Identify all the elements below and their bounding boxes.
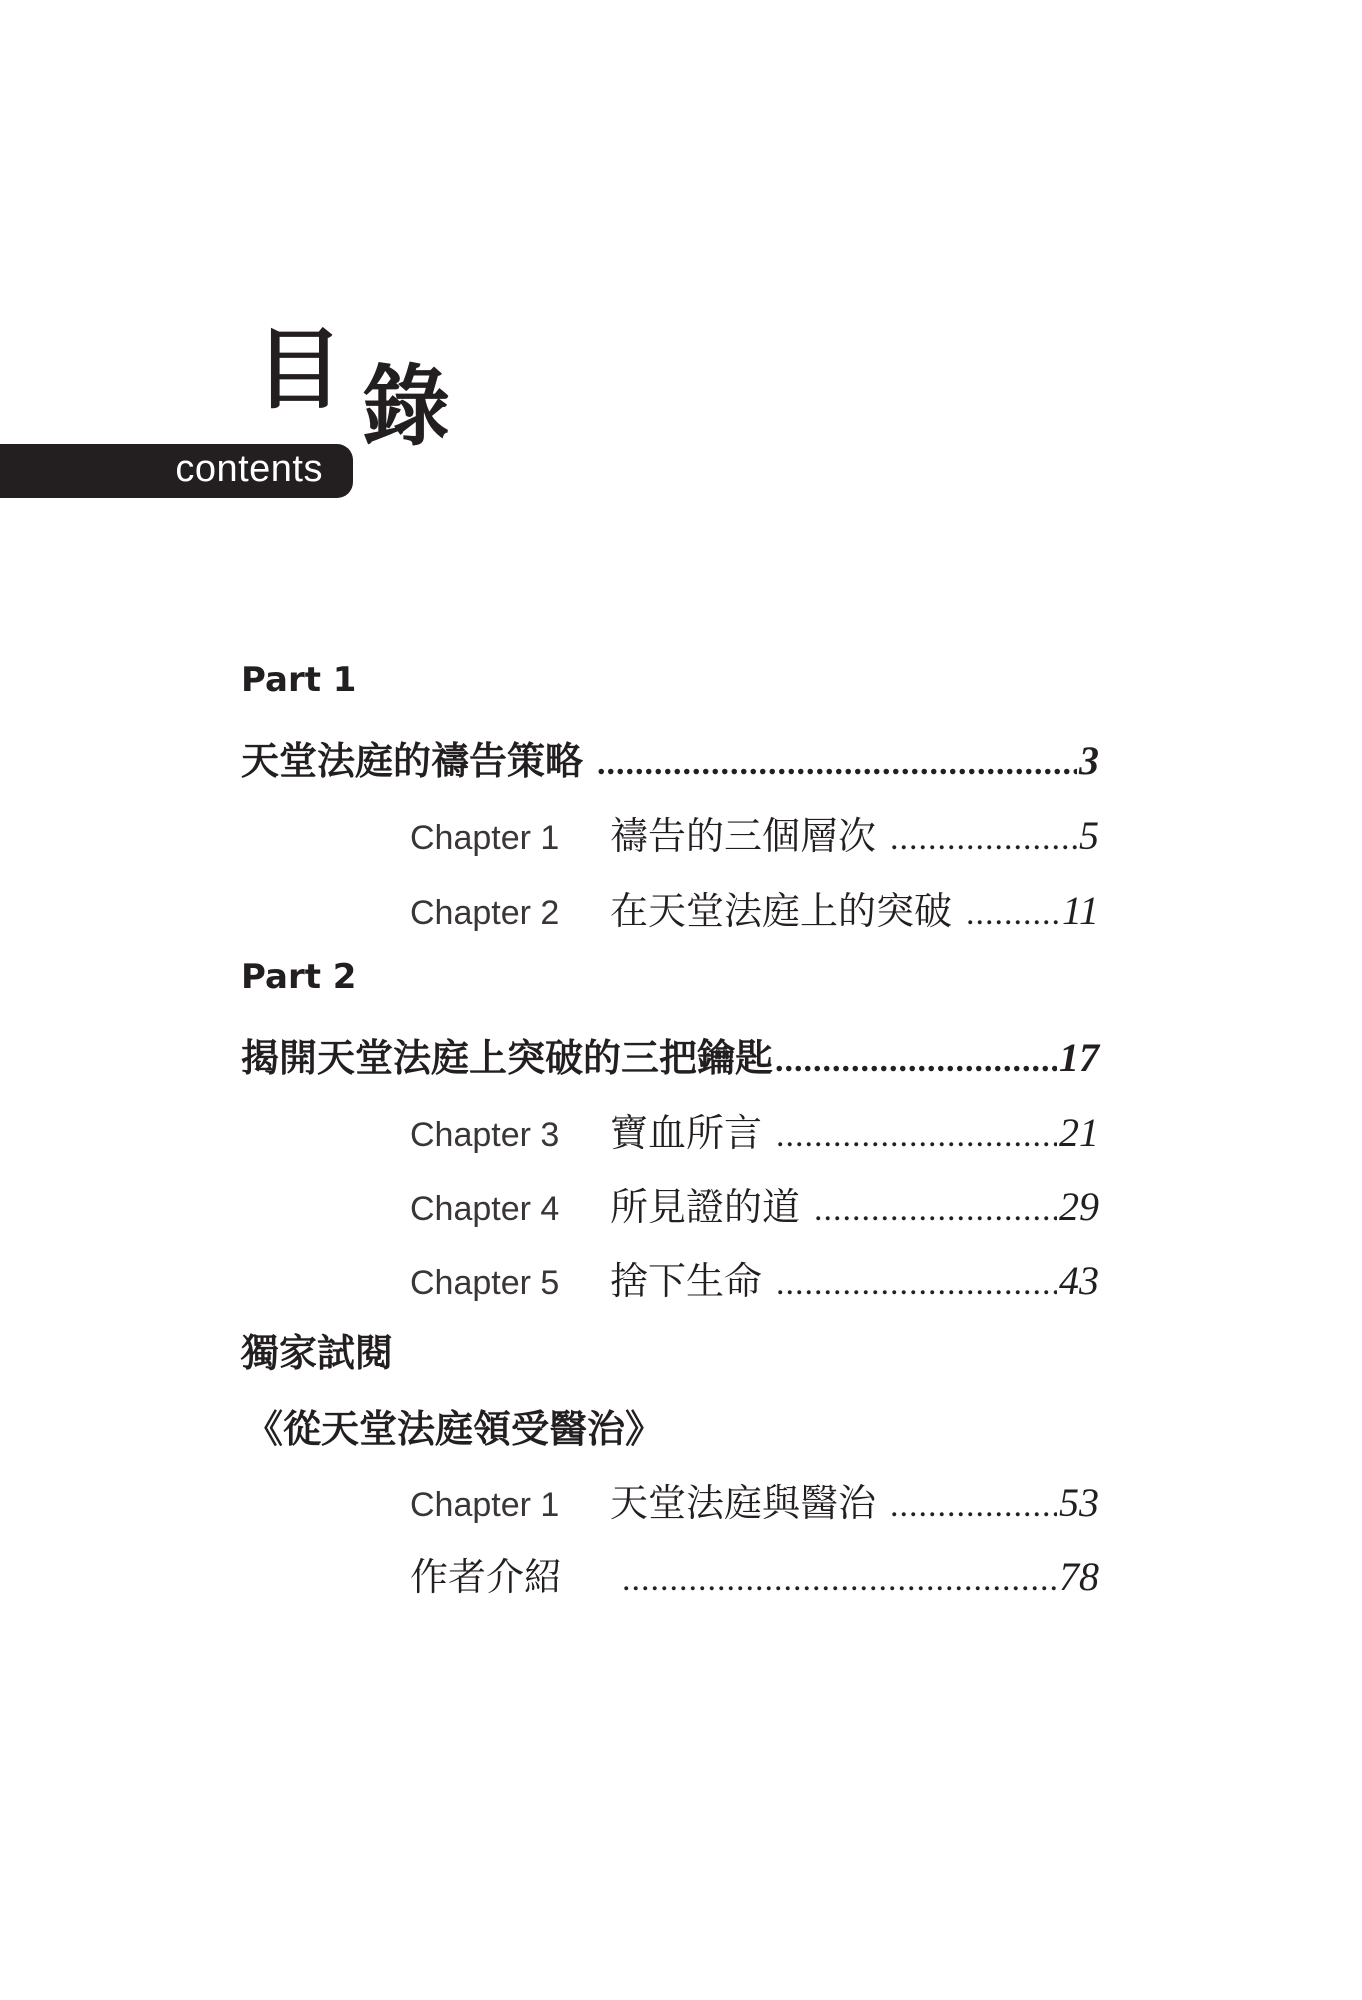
page-number: 5 bbox=[1079, 813, 1099, 858]
toc-entry-chapter-4[interactable] bbox=[410, 1176, 1099, 1231]
toc-entry-chapter-5[interactable] bbox=[410, 1250, 1099, 1305]
author-title: 作者介紹 bbox=[410, 1557, 563, 1599]
page-number: 11 bbox=[1061, 888, 1099, 933]
chapter-label: Chapter 4 bbox=[410, 1190, 560, 1228]
toc-entry-chapter-2[interactable] bbox=[410, 880, 1099, 935]
toc-entry-chapter-1[interactable] bbox=[410, 805, 1099, 860]
chapter-title: 捨下生命 bbox=[610, 1261, 763, 1303]
page-number: 43 bbox=[1059, 1258, 1099, 1303]
chapter-title: 所見證的道 bbox=[610, 1187, 801, 1229]
chapter-title: 寶血所言 bbox=[610, 1113, 763, 1155]
chapter-title: 天堂法庭與醫治 bbox=[610, 1483, 877, 1525]
chapter-label: Chapter 1 bbox=[410, 819, 560, 857]
part-2-label: Part 2 bbox=[241, 957, 357, 997]
dot-leader bbox=[776, 1265, 1057, 1303]
toc-entry-chapter-3[interactable] bbox=[410, 1102, 1099, 1157]
toc-entry-preview-chapter-1[interactable] bbox=[410, 1472, 1099, 1527]
toc-heading-text: 天堂法庭的禱告策略 bbox=[241, 739, 584, 783]
page-number: 78 bbox=[1059, 1554, 1099, 1599]
preview-book-title: 《從天堂法庭領受醫治》 bbox=[245, 1407, 664, 1451]
page-number: 3 bbox=[1079, 738, 1099, 783]
chapter-label: Chapter 2 bbox=[410, 894, 560, 932]
dot-leader bbox=[814, 1191, 1057, 1229]
page-title-1: 目 bbox=[255, 317, 344, 421]
preview-label: 獨家試閱 bbox=[241, 1331, 394, 1375]
dot-leader bbox=[622, 1561, 1057, 1599]
dot-leader bbox=[597, 745, 1077, 783]
dot-leader bbox=[966, 895, 1060, 933]
page-number: 53 bbox=[1059, 1480, 1099, 1525]
chapter-label: Chapter 5 bbox=[410, 1264, 560, 1302]
toc-entry-author[interactable] bbox=[410, 1546, 1099, 1601]
contents-banner bbox=[0, 444, 353, 498]
dot-leader bbox=[890, 820, 1077, 858]
dot-leader bbox=[890, 1487, 1057, 1525]
part-1-label: Part 1 bbox=[241, 660, 357, 700]
chapter-title: 禱告的三個層次 bbox=[610, 816, 877, 858]
dot-leader bbox=[775, 1042, 1057, 1080]
toc-heading-text: 揭開天堂法庭上突破的三把鑰匙 bbox=[241, 1036, 774, 1080]
page-number: 29 bbox=[1059, 1184, 1099, 1229]
contents-banner-label: contents bbox=[175, 448, 323, 490]
page-number: 17 bbox=[1059, 1035, 1099, 1080]
page-title-2: 錄 bbox=[362, 354, 451, 458]
dot-leader bbox=[776, 1117, 1057, 1155]
chapter-title: 在天堂法庭上的突破 bbox=[610, 891, 953, 933]
toc-entry-part-1-heading[interactable] bbox=[241, 730, 1099, 785]
toc-entry-part-2-heading[interactable] bbox=[241, 1027, 1099, 1082]
chapter-label: Chapter 3 bbox=[410, 1116, 560, 1154]
chapter-label: Chapter 1 bbox=[410, 1486, 560, 1524]
page-number: 21 bbox=[1059, 1110, 1099, 1155]
